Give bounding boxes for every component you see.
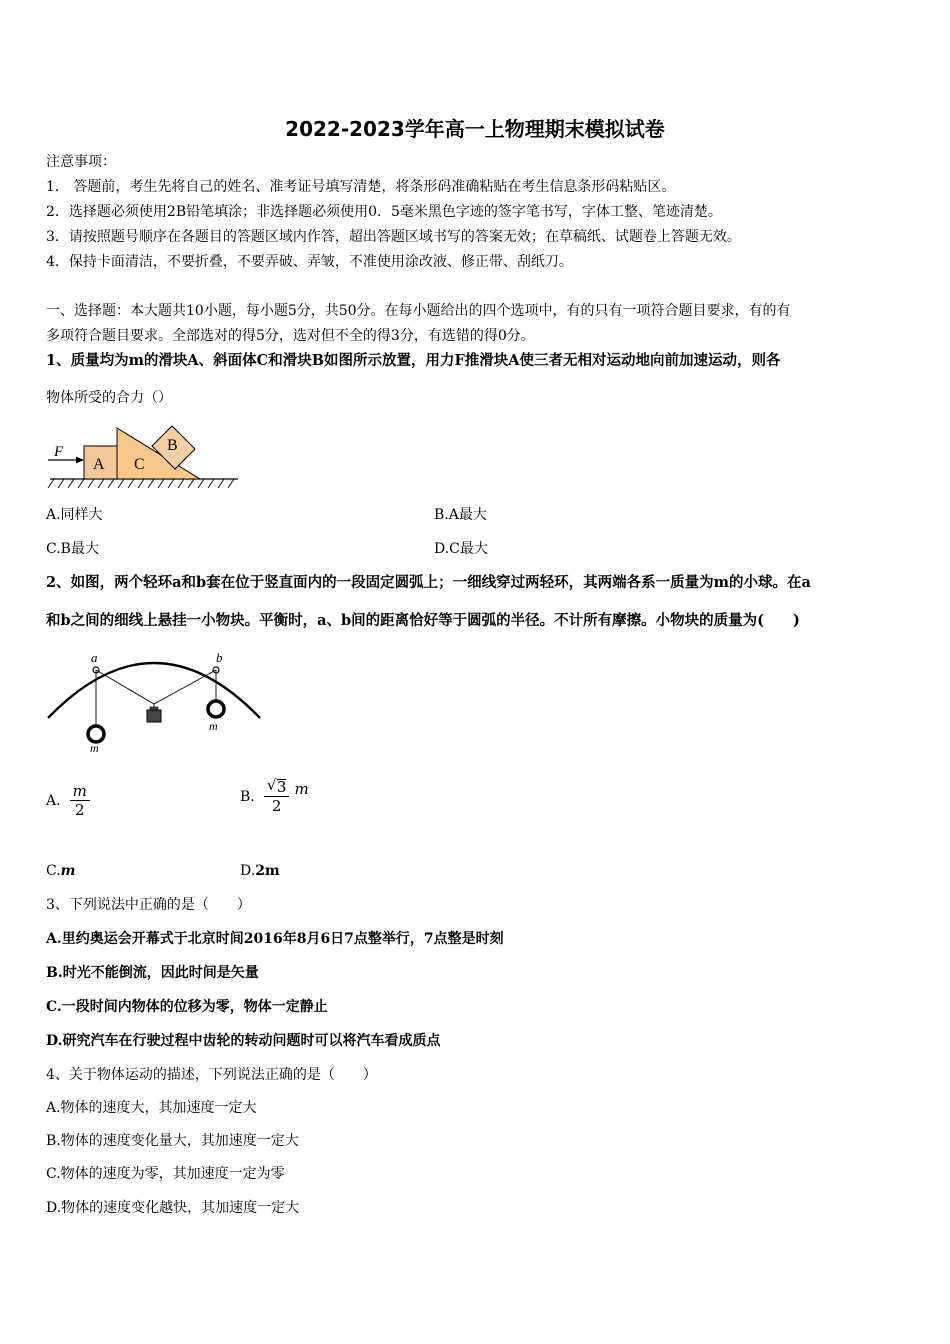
q2-option-b-label: B.	[240, 788, 255, 805]
notice-item-3: 3．请按照题号顺序在各题目的答题区域内作答，超出答题区域书写的答案无效；在草稿纸、试题卷上答题无效。	[46, 229, 741, 245]
force-arrowhead	[76, 457, 84, 464]
ball-left	[88, 726, 104, 742]
q2-option-a-label: A.	[46, 792, 61, 809]
block-c-label: C	[134, 456, 145, 473]
q2-option-a[interactable]	[46, 782, 90, 828]
thread-left	[96, 670, 154, 704]
q2-option-c[interactable]	[46, 861, 76, 881]
q3-option-b[interactable]: B.时光不能倒流，因此时间是矢量	[46, 965, 259, 981]
q4-option-b[interactable]: B.物体的速度变化量大，其加速度一定大	[46, 1133, 299, 1149]
notice-item-2: 2．选择题必须使用2B铅笔填涂；非选择题必须使用0．5毫米黑色字迹的签字笔书写，字体工整、笔迹清楚。	[46, 204, 722, 220]
q3-stem: 3、下列说法中正确的是（ ）	[46, 897, 251, 913]
q3-option-d[interactable]: D.研究汽车在行驶过程中齿轮的转动问题时可以将汽车看成质点	[46, 1033, 441, 1049]
q1-option-b[interactable]: B.A最大	[434, 507, 487, 523]
ring-b-label: b	[216, 650, 223, 665]
q2-option-d[interactable]	[240, 861, 280, 881]
page-title: 2022-2023学年高一上物理期末模拟试卷	[285, 117, 665, 141]
notice-heading: 注意事项：	[46, 154, 116, 170]
ball-right	[208, 701, 224, 717]
q1-option-d[interactable]: D.C最大	[434, 541, 488, 557]
section-instruction-line2: 多项符合题目要求。全部选对的得5分，选对但不全的得3分，有选错的得0分。	[46, 328, 535, 344]
mass-left-label: m	[90, 741, 99, 755]
q1-stem-line1: 1、质量均为m的滑块A、斜面体C和滑块B如图所示放置，用力F推滑块A使三者无相对运动地向前加速运动，则各	[46, 352, 781, 369]
fraction-denominator: 2	[75, 801, 85, 819]
thread-right	[154, 670, 216, 704]
q2-option-c-value: m	[60, 863, 76, 879]
sqrt-icon: √	[266, 776, 277, 794]
q3-option-a[interactable]: A.里约奥运会开幕式于北京时间2016年8月6日7点整举行，7点整是时刻	[46, 931, 504, 947]
q2-option-b-fraction	[264, 778, 290, 815]
q2-option-b-var: m	[294, 779, 309, 798]
q2-figure	[44, 646, 264, 758]
mass-right-label: m	[209, 719, 218, 733]
q2-option-a-fraction	[70, 782, 90, 819]
q2-option-b[interactable]	[240, 778, 309, 828]
fraction-numerator	[264, 778, 290, 797]
block-b-label: B	[167, 437, 178, 454]
ground-hatching	[48, 479, 234, 488]
q1-stem-line2: 物体所受的合力（）	[46, 390, 172, 406]
q2-stem-line1: 2、如图，两个轻环a和b套在位于竖直面内的一段固定圆弧上；一细线穿过两轻环，其两端各系一质量为m的小球。在a	[46, 574, 811, 591]
force-label: F	[54, 444, 64, 460]
q2-option-d-value: 2m	[255, 863, 280, 879]
radicand: 3	[276, 778, 287, 796]
q1-option-a[interactable]: A.同样大	[46, 507, 103, 523]
q4-stem: 4、关于物体运动的描述，下列说法正确的是（ ）	[46, 1067, 377, 1083]
q4-option-a[interactable]: A.物体的速度大，其加速度一定大	[46, 1100, 257, 1116]
section-instruction-line1: 一、选择题：本大题共10小题，每小题5分，共50分。在每小题给出的四个选项中，有的只有一项符合题目要求，有的有	[46, 303, 791, 319]
block-a-label: A	[93, 456, 105, 473]
q2-option-c-label: C.	[46, 863, 61, 879]
ring-a-label: a	[91, 650, 98, 665]
fraction-numerator: m	[70, 782, 90, 801]
q2-stem-line2: 和b之间的细线上悬挂一小物块。平衡时，a、b间的距离恰好等于圆弧的半径。不计所有摩擦。小物块的质量为( )	[46, 612, 800, 629]
q4-option-d[interactable]: D.物体的速度变化越快，其加速度一定大	[46, 1200, 300, 1216]
q1-figure	[44, 418, 244, 494]
q3-option-c[interactable]: C.一段时间内物体的位移为零，物体一定静止	[46, 999, 328, 1015]
q2-option-d-label: D.	[240, 863, 256, 879]
fraction-denominator: 2	[271, 797, 282, 815]
small-block	[147, 710, 161, 722]
q1-option-c[interactable]: C.B最大	[46, 541, 99, 557]
notice-item-1: 1． 答题前，考生先将自己的姓名、准考证号填写清楚，将条形码准确粘贴在考生信息条形码粘贴区。	[46, 179, 676, 195]
q4-option-c[interactable]: C.物体的速度为零，其加速度一定为零	[46, 1166, 285, 1182]
notice-item-4: 4．保持卡面清洁，不要折叠，不要弄破、弄皱，不准使用涂改液、修正带、刮纸刀。	[46, 254, 573, 270]
